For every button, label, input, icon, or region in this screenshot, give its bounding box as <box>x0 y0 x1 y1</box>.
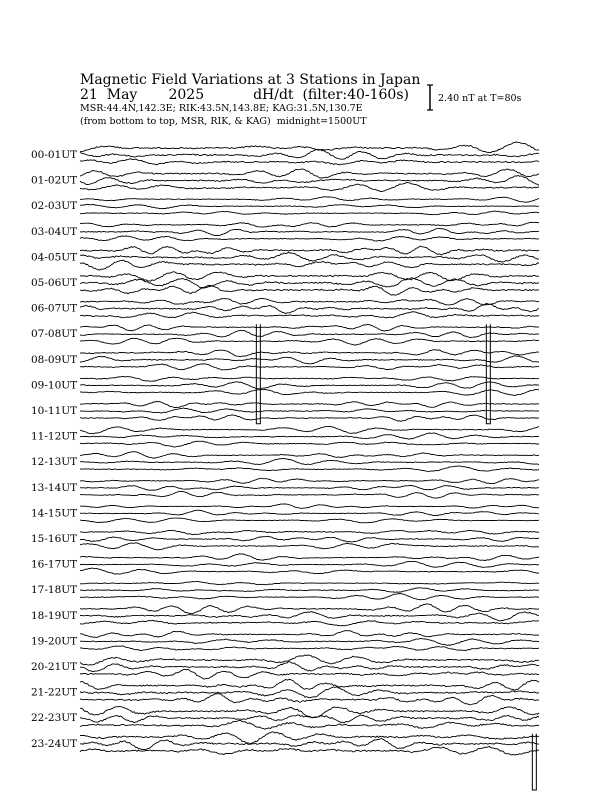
trace-rik-18-19UT <box>80 612 539 621</box>
trace-rik-19-20UT <box>80 638 539 645</box>
trace-rik-13-14UT <box>80 485 539 490</box>
trace-rik-23-24UT <box>80 739 539 750</box>
hour-label: 23-24UT <box>31 737 78 750</box>
trace-kag-20-21UT <box>80 655 539 665</box>
hour-label: 19-20UT <box>31 635 78 648</box>
trace-rik-20-21UT <box>80 662 539 672</box>
scale-label: 2.40 nT at T=80s <box>438 93 522 104</box>
trace-rik-21-22UT <box>80 687 539 698</box>
trace-msr-03-04UT <box>80 236 539 241</box>
hour-label: 10-11UT <box>31 405 78 417</box>
trace-rik-02-03UT <box>80 204 539 208</box>
trace-kag-16-17UT <box>80 554 539 561</box>
trace-msr-12-13UT <box>80 466 539 472</box>
hour-label: 02-03UT <box>31 200 78 213</box>
trace-rik-01-02UT <box>80 175 539 185</box>
trace-msr-17-18UT <box>80 594 539 600</box>
trace-msr-19-20UT <box>80 646 539 651</box>
trace-rik-11-12UT <box>80 433 539 439</box>
trace-kag-09-10UT <box>80 377 539 382</box>
hour-label: 08-09UT <box>31 353 78 366</box>
trace-rik-09-10UT <box>80 382 539 389</box>
trace-msr-10-11UT <box>80 415 539 421</box>
trace-rik-07-08UT <box>80 330 539 337</box>
trace-msr-07-08UT <box>80 338 539 345</box>
trace-msr-13-14UT <box>80 491 539 498</box>
hour-label: 18-19UT <box>31 609 78 622</box>
chart-title: Magnetic Field Variations at 3 Stations in Japan <box>80 72 421 88</box>
trace-rik-14-15UT <box>80 510 539 515</box>
hour-label: 13-14UT <box>31 481 78 494</box>
hour-label: 05-06UT <box>31 277 78 289</box>
hour-label: 21-22UT <box>31 686 78 699</box>
trace-msr-04-05UT <box>80 260 539 270</box>
trace-msr-16-17UT <box>80 568 539 574</box>
trace-msr-18-19UT <box>80 620 539 626</box>
trace-msr-14-15UT <box>80 518 539 523</box>
hour-label: 03-04UT <box>31 225 78 238</box>
filter-label: (filter:40-160s) <box>302 87 409 103</box>
trace-rik-10-11UT <box>80 408 539 413</box>
trace-kag-21-22UT <box>80 679 539 690</box>
hour-label: 20-21UT <box>31 661 78 673</box>
trace-kag-19-20UT <box>80 631 539 638</box>
hour-label: 17-18UT <box>31 584 78 597</box>
spike-0 <box>256 324 260 424</box>
trace-msr-00-01UT <box>80 159 539 165</box>
trace-msr-06-07UT <box>80 312 539 318</box>
trace-kag-02-03UT <box>80 197 539 203</box>
trace-rik-00-01UT <box>80 149 539 159</box>
trace-rik-12-13UT <box>80 458 539 464</box>
trace-msr-15-16UT <box>80 543 539 550</box>
trace-msr-21-22UT <box>80 694 539 705</box>
hour-label: 06-07UT <box>31 302 78 315</box>
trace-kag-10-11UT <box>80 401 539 407</box>
trace-kag-23-24UT <box>80 732 539 744</box>
trace-kag-15-16UT <box>80 530 539 534</box>
trace-rik-17-18UT <box>80 588 539 593</box>
trace-kag-11-12UT <box>80 426 539 434</box>
hour-label: 01-02UT <box>31 174 78 187</box>
trace-kag-05-06UT <box>80 272 539 282</box>
hour-label: 09-10UT <box>31 379 78 392</box>
hour-label: 04-05UT <box>31 251 78 264</box>
trace-kag-03-04UT <box>80 222 539 227</box>
trace-msr-22-23UT <box>80 720 539 729</box>
hour-label: 00-01UT <box>31 149 78 161</box>
trace-rik-08-09UT <box>80 356 539 364</box>
stations-line: MSR:44.4N,142.3E; RIK:43.5N,143.8E; KAG:31.5N,130.7E <box>80 103 363 114</box>
midnight-note: midnight=1500UT <box>276 116 367 127</box>
trace-kag-01-02UT <box>80 169 539 178</box>
quantity-label: dH/dt <box>253 87 294 103</box>
order-note: (from bottom to top, MSR, RIK, & KAG) <box>80 116 271 127</box>
date-day: 21 <box>80 87 98 103</box>
trace-rik-15-16UT <box>80 536 539 542</box>
trace-rik-06-07UT <box>80 303 539 313</box>
trace-msr-08-09UT <box>80 364 539 370</box>
trace-kag-12-13UT <box>80 452 539 459</box>
trace-kag-14-15UT <box>80 504 539 509</box>
trace-kag-06-07UT <box>80 298 539 305</box>
date-year: 2025 <box>168 87 205 103</box>
hour-label: 11-12UT <box>31 430 78 443</box>
trace-kag-08-09UT <box>80 350 539 357</box>
hour-label: 14-15UT <box>31 507 78 520</box>
trace-msr-23-24UT <box>80 747 539 756</box>
hour-label: 07-08UT <box>31 328 78 341</box>
hour-label: 12-13UT <box>31 456 78 469</box>
trace-rik-05-06UT <box>80 278 539 288</box>
trace-kag-04-05UT <box>80 246 539 255</box>
trace-msr-11-12UT <box>80 441 539 447</box>
trace-msr-01-02UT <box>80 182 539 191</box>
hour-label: 15-16UT <box>31 533 78 545</box>
trace-rik-03-04UT <box>80 228 539 235</box>
trace-kag-17-18UT <box>80 582 539 585</box>
trace-msr-05-06UT <box>80 285 539 295</box>
trace-kag-07-08UT <box>80 325 539 331</box>
trace-kag-00-01UT <box>80 142 539 153</box>
hour-label: 22-23UT <box>31 712 78 725</box>
trace-msr-09-10UT <box>80 389 539 395</box>
trace-msr-02-03UT <box>80 211 539 215</box>
trace-rik-16-17UT <box>80 561 539 567</box>
trace-kag-13-14UT <box>80 478 539 484</box>
hour-label: 16-17UT <box>31 558 78 571</box>
spike-1 <box>486 324 490 424</box>
date-month: May <box>106 87 138 103</box>
